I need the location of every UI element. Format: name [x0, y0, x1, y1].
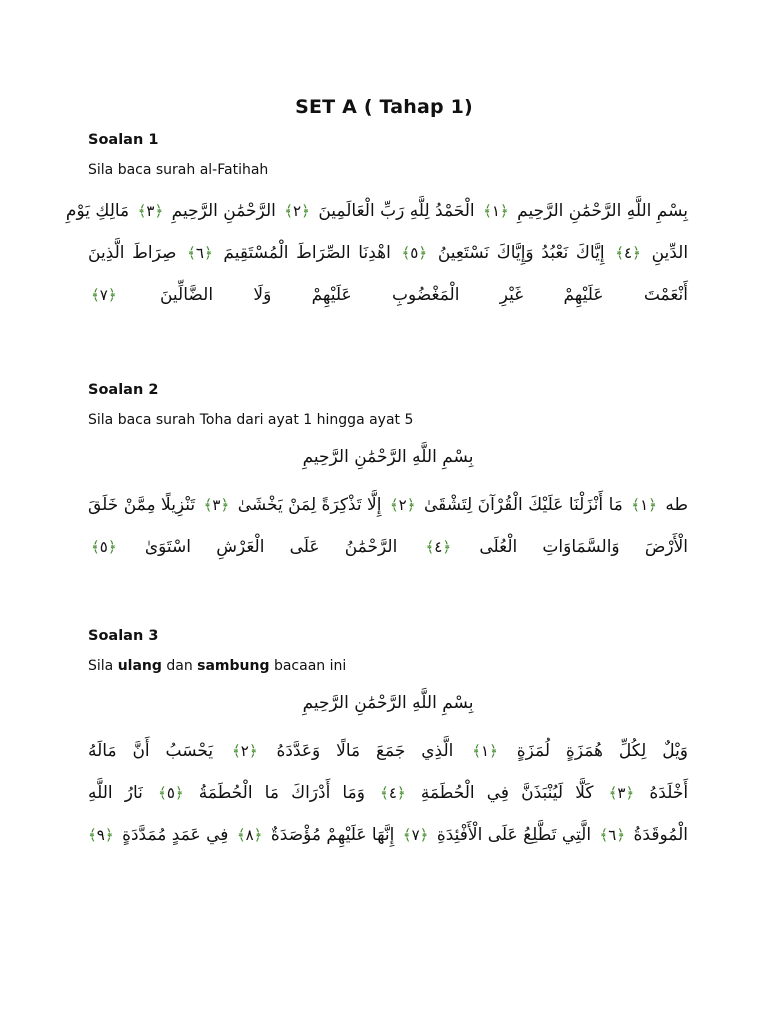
arabic-verse-text: الْمُوقَدَةُ	[633, 825, 688, 845]
ayah-number: ٩	[96, 826, 105, 844]
ayah-number-marker: ﴿١﴾	[472, 742, 498, 760]
instruction-text: dan	[161, 658, 198, 674]
arabic-verse-text: أَنْعَمْتَ عَلَيْهِمْ غَيْرِ الْمَغْضُوبِ عَلَيْهِمْ وَلَا الضَّالِّينَ	[159, 285, 689, 305]
ayah-number: ٥	[99, 538, 108, 556]
arabic-verse-text: يَحْسَبُ أَنَّ مَالَهُ	[88, 741, 214, 761]
ayah-number-marker: ﴿٦﴾	[187, 244, 213, 262]
arabic-verse-text: تَنْزِيلًا مِمَّنْ خَلَقَ	[88, 495, 196, 515]
ayah-number-marker: ﴿٥﴾	[91, 538, 117, 556]
arabic-line	[88, 274, 688, 316]
arabic-verse-text: فِي عَمَدٍ مُمَدَّدَةٍ	[122, 825, 229, 845]
arabic-verse-text: إِيَّاكَ نَعْبُدُ وَإِيَّاكَ نَسْتَعِينُ	[437, 243, 605, 263]
arabic-verse-text: الرَّحْمَٰنُ عَلَى الْعَرْشِ اسْتَوَىٰ	[144, 537, 398, 557]
ayah-number-marker: ﴿٤﴾	[615, 244, 641, 262]
instruction-emphasis: ulang	[117, 658, 162, 674]
ayah-number-marker: ﴿٢﴾	[389, 496, 416, 514]
ayah-number-marker: ﴿٤﴾	[425, 538, 452, 556]
ayah-number: ٢	[293, 202, 302, 220]
section-instruction: Sila baca surah al-Fatihah	[88, 162, 269, 178]
ayah-number: ١	[481, 742, 490, 760]
ayah-number: ٢	[240, 742, 249, 760]
arabic-line	[88, 484, 688, 526]
ayah-number: ٣	[617, 784, 626, 802]
ayah-number-marker: ﴿١﴾	[631, 496, 657, 514]
basmala: بِسْمِ اللَّهِ الرَّحْمَٰنِ الرَّحِيمِ	[302, 447, 474, 467]
section-soalan-2	[88, 380, 688, 568]
arabic-verse-text: الَّذِي جَمَعَ مَالًا وَعَدَّدَهُ	[276, 741, 454, 761]
ayah-number-marker: ﴿٧﴾	[91, 286, 117, 304]
arabic-verse-text: إِلَّا تَذْكِرَةً لِمَنْ يَخْشَىٰ	[237, 495, 382, 515]
ayah-number-marker: ﴿٥﴾	[158, 784, 184, 802]
section-soalan-3	[88, 626, 688, 856]
ayah-number: ٤	[388, 784, 397, 802]
section-instruction	[88, 656, 688, 676]
arabic-verse-text: نَارُ اللَّهِ	[88, 783, 143, 803]
ayah-number: ٦	[195, 244, 204, 262]
arabic-verse-text: إِنَّهَا عَلَيْهِمْ مُؤْصَدَةٌ	[270, 825, 395, 845]
arabic-text-block	[65, 190, 689, 316]
ayah-number-marker: ﴿٩﴾	[88, 826, 114, 844]
ayah-number-marker: ﴿٣﴾	[608, 784, 635, 802]
ayah-number-marker: ﴿٥﴾	[401, 244, 428, 262]
section-heading: Soalan 2	[88, 382, 159, 398]
instruction-emphasis: sambung	[197, 658, 270, 674]
ayah-number: ٥	[410, 244, 419, 262]
arabic-verse-text: الَّتِي تَطَّلِعُ عَلَى الْأَفْئِدَةِ	[436, 825, 592, 845]
instruction-text: bacaan ini	[269, 658, 347, 674]
ayah-number: ١	[491, 202, 500, 220]
page-title: SET A ( Tahap 1)	[295, 96, 473, 118]
arabic-verse-text: الرَّحْمَٰنِ الرَّحِيمِ	[171, 201, 276, 221]
arabic-text-block	[88, 730, 688, 856]
arabic-verse-text: مَا أَنْزَلْنَا عَلَيْكَ الْقُرْآنَ لِتَشْقَىٰ	[423, 495, 623, 515]
ayah-number: ٧	[99, 286, 108, 304]
arabic-verse-text: اهْدِنَا الصِّرَاطَ الْمُسْتَقِيمَ	[223, 243, 391, 263]
ayah-number: ٣	[212, 496, 221, 514]
ayah-number-marker: ﴿٤﴾	[380, 784, 406, 802]
instruction-text: Sila	[88, 658, 118, 674]
arabic-verse-text: بِسْمِ اللَّهِ الرَّحْمَٰنِ الرَّحِيمِ	[517, 201, 688, 221]
arabic-verse-text: الْأَرْضَ وَالسَّمَاوَاتِ الْعُلَى	[479, 537, 689, 557]
ayah-number: ٣	[146, 202, 155, 220]
arabic-line	[88, 526, 688, 568]
ayah-number: ٥	[166, 784, 175, 802]
ayah-number-marker: ﴿٣﴾	[137, 202, 164, 220]
ayah-number-marker: ﴿١﴾	[483, 202, 509, 220]
section-heading: Soalan 3	[88, 628, 159, 644]
arabic-verse-text: الدِّينِ	[651, 243, 689, 263]
ayah-number-marker: ﴿٣﴾	[203, 496, 230, 514]
arabic-verse-text: أَخْلَدَهُ	[649, 783, 689, 803]
ayah-number: ٦	[608, 826, 617, 844]
ayah-number: ٢	[398, 496, 407, 514]
arabic-verse-text: وَيْلٌ لِكُلِّ هُمَزَةٍ لُمَزَةٍ	[516, 741, 689, 761]
basmala: بِسْمِ اللَّهِ الرَّحْمَٰنِ الرَّحِيمِ	[302, 693, 474, 713]
arabic-text-block	[88, 484, 688, 568]
arabic-verse-text: كَلَّا لَيُنْبَذَنَّ فِي الْحُطَمَةِ	[420, 783, 594, 803]
ayah-number-marker: ﴿٧﴾	[402, 826, 429, 844]
section-heading: Soalan 1	[88, 132, 159, 148]
ayah-number: ١	[640, 496, 649, 514]
arabic-verse-text: مَالِكِ يَوْمِ	[65, 201, 130, 221]
arabic-line	[88, 772, 688, 814]
ayah-number: ٨	[245, 826, 254, 844]
arabic-verse-text: الْحَمْدُ لِلَّهِ رَبِّ الْعَالَمِينَ	[318, 201, 475, 221]
ayah-number-marker: ﴿٦﴾	[599, 826, 626, 844]
arabic-verse-text: صِرَاطَ الَّذِينَ	[88, 243, 177, 263]
section-instruction: Sila baca surah Toha dari ayat 1 hingga ayat 5	[88, 412, 414, 428]
arabic-line	[88, 232, 688, 274]
ayah-number: ٧	[411, 826, 420, 844]
ayah-number-marker: ﴿٢﴾	[284, 202, 310, 220]
arabic-line	[65, 190, 688, 232]
arabic-verse-text: طه	[665, 495, 689, 515]
arabic-verse-text: وَمَا أَدْرَاكَ مَا الْحُطَمَةُ	[198, 783, 365, 803]
ayah-number: ٤	[624, 244, 633, 262]
ayah-number-marker: ﴿٨﴾	[236, 826, 263, 844]
ayah-number-marker: ﴿٢﴾	[231, 742, 258, 760]
section-soalan-1	[65, 130, 689, 316]
arabic-line	[88, 730, 688, 772]
ayah-number: ٤	[434, 538, 443, 556]
arabic-line	[88, 814, 688, 856]
